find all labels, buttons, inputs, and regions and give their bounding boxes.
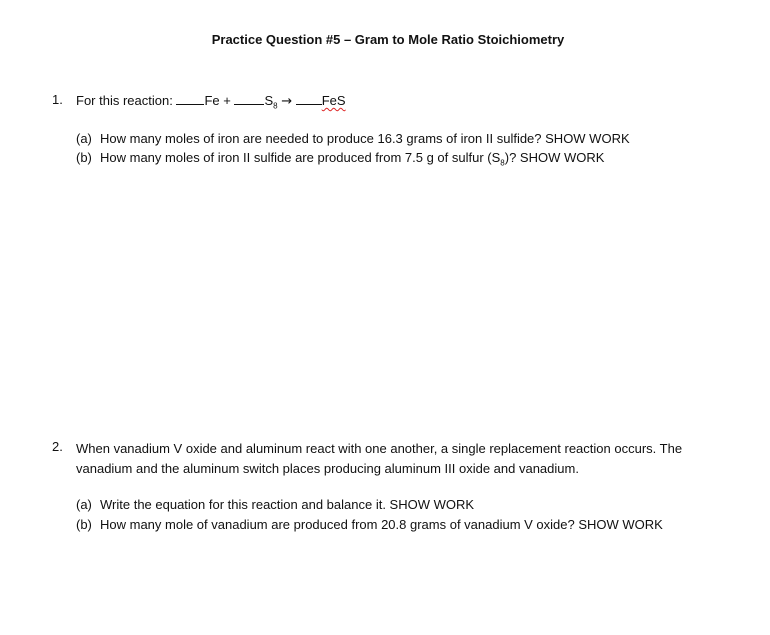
question-1a-label: (a) xyxy=(76,131,92,146)
product: FeS xyxy=(321,93,346,108)
question-2-text: When vanadium V oxide and aluminum react with one another, a single replacement reaction occurs. The vanadium and the aluminum switch places producing aluminum III oxide and vanadium. xyxy=(76,441,683,476)
question-1b-text: How many moles of iron II sulfide are produced from 7.5 g of sulfur $(S_8)$? SHOW WORK xyxy=(100,150,605,168)
question-2b-text: How many mole of vanadium are produced from 20.8 grams of vanadium V oxide? SHOW WORK xyxy=(100,517,663,532)
coefficient-blank-2 xyxy=(234,92,264,105)
question-2-number: 2. xyxy=(52,439,63,454)
question-1-number: 1. xyxy=(52,92,63,107)
question-1-reaction xyxy=(76,92,346,111)
question-1b-label: (b) xyxy=(76,150,92,165)
question-1a xyxy=(76,131,630,146)
reaction-arrow: → xyxy=(281,94,293,109)
page-title: Practice Question #5 – Gram to Mole Ratio Stoichiometry xyxy=(211,32,565,47)
question-1-intro: For this reaction: xyxy=(76,93,173,108)
question-2a xyxy=(76,497,474,512)
question-1b xyxy=(76,150,604,168)
coefficient-blank-1 xyxy=(176,92,204,105)
reactant-1: Fe + xyxy=(204,93,231,108)
question-1a-text: How many moles of iron are needed to produce 16.3 grams of iron II sulfide? SHOW WORK xyxy=(100,131,630,146)
question-2a-text: Write the equation for this reaction and balance it. SHOW WORK xyxy=(100,497,475,512)
question-2a-label: (a) xyxy=(76,497,92,512)
question-2b xyxy=(76,517,663,532)
question-2b-label: (b) xyxy=(76,517,92,532)
coefficient-blank-3 xyxy=(296,92,322,105)
reactant-2: $S_8$ xyxy=(264,93,278,111)
